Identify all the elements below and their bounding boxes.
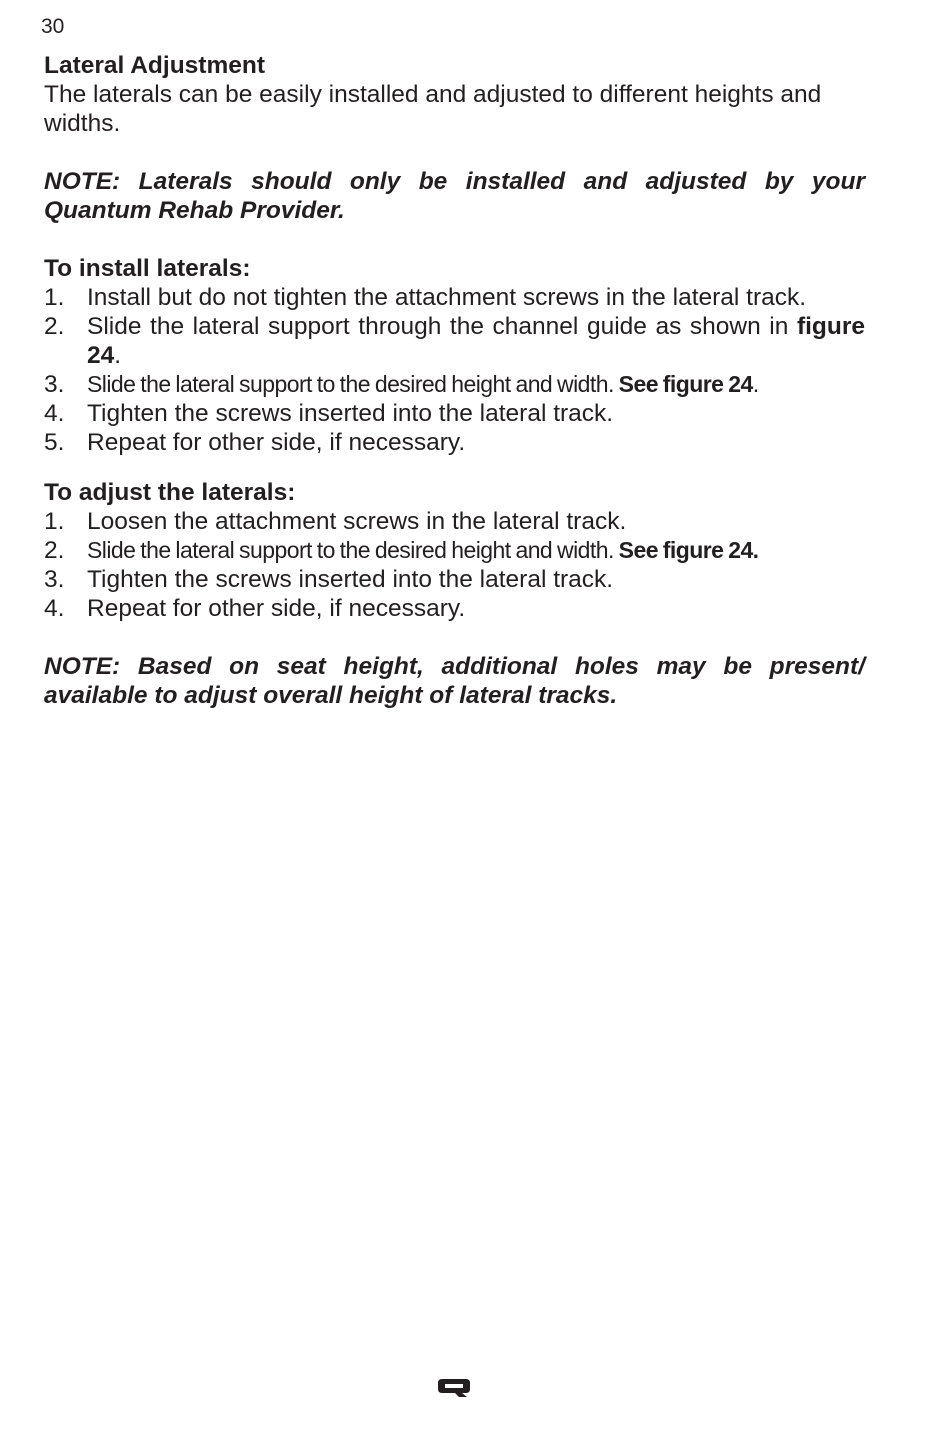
step-number: 1. bbox=[44, 508, 65, 535]
adjust-steps-list bbox=[44, 507, 865, 623]
step-text: Tighten the screws inserted into the lateral track. bbox=[87, 400, 614, 427]
list-item bbox=[44, 565, 865, 594]
list-item bbox=[44, 594, 865, 623]
install-steps-list bbox=[44, 283, 865, 457]
step-number: 4. bbox=[44, 400, 65, 427]
document-body bbox=[44, 51, 865, 710]
step-number: 2. bbox=[44, 537, 65, 564]
step-text: Install but do not tighten the attachment screws in the lateral track. bbox=[87, 284, 807, 311]
adjust-heading: To adjust the laterals: bbox=[44, 479, 296, 506]
list-item bbox=[44, 312, 865, 370]
step-text: Repeat for other side, if necessary. bbox=[87, 595, 466, 622]
section-title: Lateral Adjustment bbox=[44, 52, 265, 79]
step-text: Slide the lateral support to the desired height and width. bbox=[87, 537, 619, 563]
install-heading: To install laterals: bbox=[44, 255, 251, 282]
step-text-wrapper bbox=[87, 536, 865, 565]
step-number: 5. bbox=[44, 429, 65, 456]
figure-reference: See figure 24. bbox=[618, 537, 759, 563]
step-number: 3. bbox=[44, 371, 65, 398]
list-item bbox=[44, 536, 865, 565]
step-number: 3. bbox=[44, 566, 65, 593]
intro-paragraph: The laterals can be easily installed and adjusted to different heights and widths. bbox=[44, 81, 822, 137]
list-item bbox=[44, 399, 865, 428]
step-text: Loosen the attachment screws in the lateral track. bbox=[87, 508, 627, 535]
step-text: Slide the lateral support through the channel guide as shown in bbox=[87, 313, 797, 340]
page-number: 30 bbox=[41, 15, 65, 38]
step-text-wrapper bbox=[87, 370, 865, 399]
step-text-tail: . bbox=[752, 371, 759, 397]
quantum-q-logo-icon bbox=[436, 1376, 472, 1398]
list-item bbox=[44, 428, 865, 457]
step-number: 1. bbox=[44, 284, 65, 311]
seat-height-note: NOTE: Based on seat height, additional holes may be present/ available to adjust overall height of lateral tracks. bbox=[44, 653, 865, 709]
step-text: Tighten the screws inserted into the lateral track. bbox=[87, 566, 614, 593]
step-text-wrapper bbox=[87, 312, 865, 370]
step-text-tail: . bbox=[114, 342, 122, 369]
figure-reference: See figure 24 bbox=[618, 371, 753, 397]
list-item bbox=[44, 507, 865, 536]
provider-note: NOTE: Laterals should only be installed and adjusted by your Quantum Rehab Provider. bbox=[44, 168, 865, 224]
step-text: Slide the lateral support to the desired height and width. bbox=[87, 371, 619, 397]
step-text: Repeat for other side, if necessary. bbox=[87, 429, 466, 456]
step-number: 2. bbox=[44, 313, 65, 340]
list-item bbox=[44, 370, 865, 399]
step-number: 4. bbox=[44, 595, 65, 622]
list-item bbox=[44, 283, 865, 312]
figure-reference: figure 24 bbox=[87, 313, 865, 369]
